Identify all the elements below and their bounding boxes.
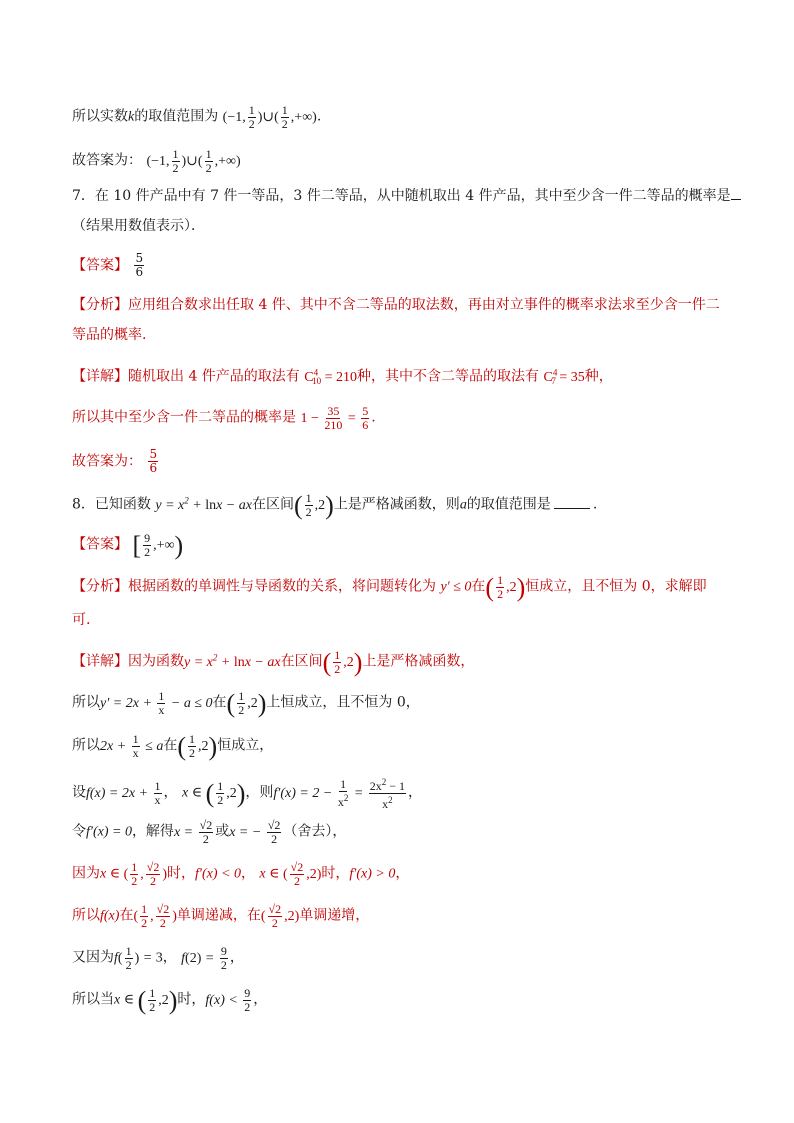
- text: 恒成立，且不恒为 0，求解即: [525, 578, 707, 595]
- derivative-definition: f′(x) = 2 − $\frac{1}{x^2}$ = $\frac{2x^2 - 1}{x^2}$: [273, 777, 406, 811]
- range-expression: (−1, $\frac{1}{2}$ )∪( $\frac{1}{2}$ ,+∞): [222, 103, 317, 131]
- function-definition: f(x) = 2x + $\frac{1}{x}$: [86, 779, 161, 807]
- text: 所以其中至少含一件二等品的概率是: [72, 409, 296, 426]
- text: ，则: [245, 784, 274, 801]
- interval-left: ( $\frac{1}{2}$ , $\frac{√2}{2}$ ): [133, 902, 177, 930]
- text: 的取值范围为: [134, 108, 219, 125]
- q8-detail-1: [72, 647, 474, 676]
- answer-line-q6: [72, 148, 241, 175]
- text: （舍去），: [283, 823, 347, 840]
- text: 所以实数: [72, 108, 128, 125]
- function-expression: $y = x^2 + \ln x$ − ax: [155, 495, 252, 513]
- text: 时，: [177, 991, 206, 1008]
- text: 在区间: [280, 653, 323, 670]
- q8-detail-4: 设f(x) = 2x + $\frac{1}{x}$ ， x ∈ ( $\frac{1}{2}$ ,2)，则f′(x) = 2 − $\frac{1}{x^2}$ = $\frac{2x^2 - 1}{x^2}$ ，: [72, 777, 423, 811]
- text: 上恒成立，且不恒为 0，: [266, 694, 420, 711]
- text: 的取值范围是: [466, 496, 551, 513]
- text: 令: [72, 823, 86, 840]
- interval: ( $\frac{1}{2}$ ,2): [226, 688, 267, 718]
- question-7-text: [72, 186, 741, 206]
- bound: f(x) < $\frac{9}{2}$: [205, 986, 251, 1014]
- text: 所以: [72, 694, 100, 711]
- derivative-condition: y′ ≤ 0: [440, 579, 472, 595]
- text: 恒成立，: [217, 737, 274, 754]
- answer-fraction: $\frac{5}{6}$: [149, 447, 158, 475]
- text: 种，其中不含二等品的取法有: [357, 368, 540, 385]
- var-k: k: [128, 109, 135, 125]
- text: （结果用数值表示）．: [72, 218, 205, 234]
- text: 单调递减，在: [176, 907, 261, 924]
- sign-positive: f′(x) > 0: [349, 866, 396, 882]
- text: 种，: [584, 368, 613, 385]
- interval: ( $\frac{1}{2}$ ,2): [322, 647, 363, 677]
- text: 又因为: [72, 949, 114, 966]
- q8-detail-2: [72, 690, 420, 717]
- root-positive: x = $\frac{√2}{2}$: [173, 818, 213, 846]
- q8-analysis: [72, 574, 707, 601]
- text: 所以: [72, 737, 100, 754]
- text: 单调递增，: [299, 907, 370, 924]
- text: 在: [212, 694, 227, 711]
- text: 随机取出 4 件产品的取法有: [128, 368, 300, 385]
- text: 时，: [321, 865, 350, 882]
- text: 根据函数的单调性与导函数的关系，将问题转化为: [128, 578, 436, 595]
- probability-expression: 1 − $\frac{35}{210}$ = $\frac{5}{6}$: [300, 404, 369, 432]
- text: 7．在 10 件产品中有 7 件一等品，3 件二等品，从中随机取出 4 件产品，其中至少含一件二等品的概率是: [72, 188, 731, 204]
- interval-right: ( $\frac{√2}{2}$ ,2): [260, 902, 300, 930]
- combination-c10-4: $C^4_{10} = 210$: [304, 367, 358, 387]
- equation: f′(x) = 0: [86, 824, 132, 840]
- question-7-text-cont: [72, 216, 205, 236]
- function-expression: $y = x^2 + \ln x$ − ax: [184, 652, 281, 670]
- analysis-tag: 【分析】: [72, 297, 128, 313]
- q8-detail-7: [72, 903, 369, 930]
- q8-detail-6: 因为x ∈ ( $\frac{1}{2}$ , $\frac{√2}{2}$ )时，f′(x) < 0， x ∈ ( $\frac{√2}{2}$ ,2)时，f′(x) > 0，: [72, 860, 410, 888]
- interval: ( $\frac{1}{2}$ ,2): [293, 490, 334, 520]
- text: 在: [471, 578, 486, 595]
- text: 因为函数: [128, 653, 184, 670]
- text: 等品的概率.: [72, 327, 147, 343]
- domain: x ∈ ( $\frac{1}{2}$ ,2): [182, 778, 246, 808]
- interval: ( $\frac{1}{2}$ ,2): [485, 572, 526, 602]
- q8-detail-9: 所以当x ∈ ( $\frac{1}{2}$ ,2)时，f(x) < $\frac{9}{2}$ ，: [72, 985, 268, 1015]
- text: 或: [215, 823, 230, 840]
- detail-tag: 【详解】: [72, 368, 128, 385]
- q8-answer: [72, 532, 183, 559]
- function-f: f(x): [100, 908, 120, 924]
- text: 所以当: [72, 991, 114, 1008]
- inequality: 2x + $\frac{1}{x}$ ≤ a: [100, 732, 164, 760]
- combination-c7-4: $C^4_7 = 35$: [543, 367, 585, 387]
- q8-detail-8: 又因为f( $\frac{1}{2}$ ) = 3， f(2) = $\frac{9}{2}$ ，: [72, 944, 244, 972]
- analysis-tag: 【分析】: [72, 578, 128, 595]
- q7-final-answer: [72, 448, 160, 475]
- conclusion-line-k-range: 所以实数k的取值范围为 (−1, $\frac{1}{2}$ )∪( $\frac{1}{2}$ ,+∞).: [72, 103, 322, 131]
- text: 在区间: [251, 496, 294, 513]
- text: 设: [72, 784, 86, 801]
- range-expression: (−1, $\frac{1}{2}$ )∪( $\frac{1}{2}$ ,+∞): [146, 147, 241, 175]
- answer-tag: 【答案】: [72, 536, 128, 553]
- q7-analysis-cont: [72, 325, 146, 345]
- sign-negative: f′(x) < 0: [195, 866, 241, 882]
- q8-analysis-cont: [72, 610, 90, 630]
- interval: ( $\frac{1}{2}$ ,2): [177, 731, 218, 761]
- q7-analysis: [72, 295, 720, 315]
- text: 上是严格减函数，: [362, 653, 475, 670]
- text: 在: [163, 737, 178, 754]
- text: 在: [119, 907, 134, 924]
- question-8-text: 8．已知函数 $y = x^2 + \ln x$ − ax在区间( $\frac{1}{2}$ ,2)上是严格减函数，则a的取值范围是 .: [72, 490, 598, 520]
- interval-left: x ∈ ( $\frac{1}{2}$ , $\frac{√2}{2}$ ): [100, 860, 168, 888]
- root-negative: x = − $\frac{√2}{2}$: [229, 818, 281, 846]
- interval-right: x ∈ ( $\frac{√2}{2}$ ,2): [259, 860, 322, 888]
- answer-blank: [731, 199, 741, 200]
- text: 8．已知函数: [72, 496, 151, 513]
- domain: x ∈ ( $\frac{1}{2}$ ,2): [114, 985, 178, 1015]
- answer-blank: [554, 508, 590, 509]
- text: 上是严格减函数，则: [333, 496, 460, 513]
- text: 可.: [72, 612, 91, 628]
- text: 故答案为：: [72, 152, 142, 169]
- detail-tag: 【详解】: [72, 653, 128, 670]
- var-a: a: [459, 497, 467, 513]
- value-f-2: f(2) = $\frac{9}{2}$: [181, 944, 227, 972]
- q7-answer: [72, 252, 146, 279]
- text: 故答案为：: [72, 453, 142, 470]
- value-f-half: f( $\frac{1}{2}$ ) = 3: [114, 944, 163, 972]
- text: 因为: [72, 865, 100, 882]
- answer-interval: [ $\frac{9}{2}$ ,+∞): [132, 530, 184, 560]
- text: 所以: [72, 907, 100, 924]
- q8-detail-5: [72, 819, 346, 846]
- answer-fraction: $\frac{5}{6}$: [135, 251, 144, 279]
- q7-detail-2: 所以其中至少含一件二等品的概率是 1 − $\frac{35}{210}$ = $\frac{5}{6}$ .: [72, 404, 376, 432]
- q7-detail-1: [72, 362, 613, 391]
- text: 应用组合数求出任取 4 件、其中不含二等品的取法数，再由对立事件的概率求法求至少含一件二: [128, 297, 720, 313]
- derivative-expression: y′ = 2x + $\frac{1}{x}$ − a ≤ 0: [100, 689, 213, 717]
- text: ，解得: [131, 823, 174, 840]
- answer-tag: 【答案】: [72, 257, 128, 274]
- q8-detail-3: [72, 733, 273, 760]
- text: 时，: [167, 865, 196, 882]
